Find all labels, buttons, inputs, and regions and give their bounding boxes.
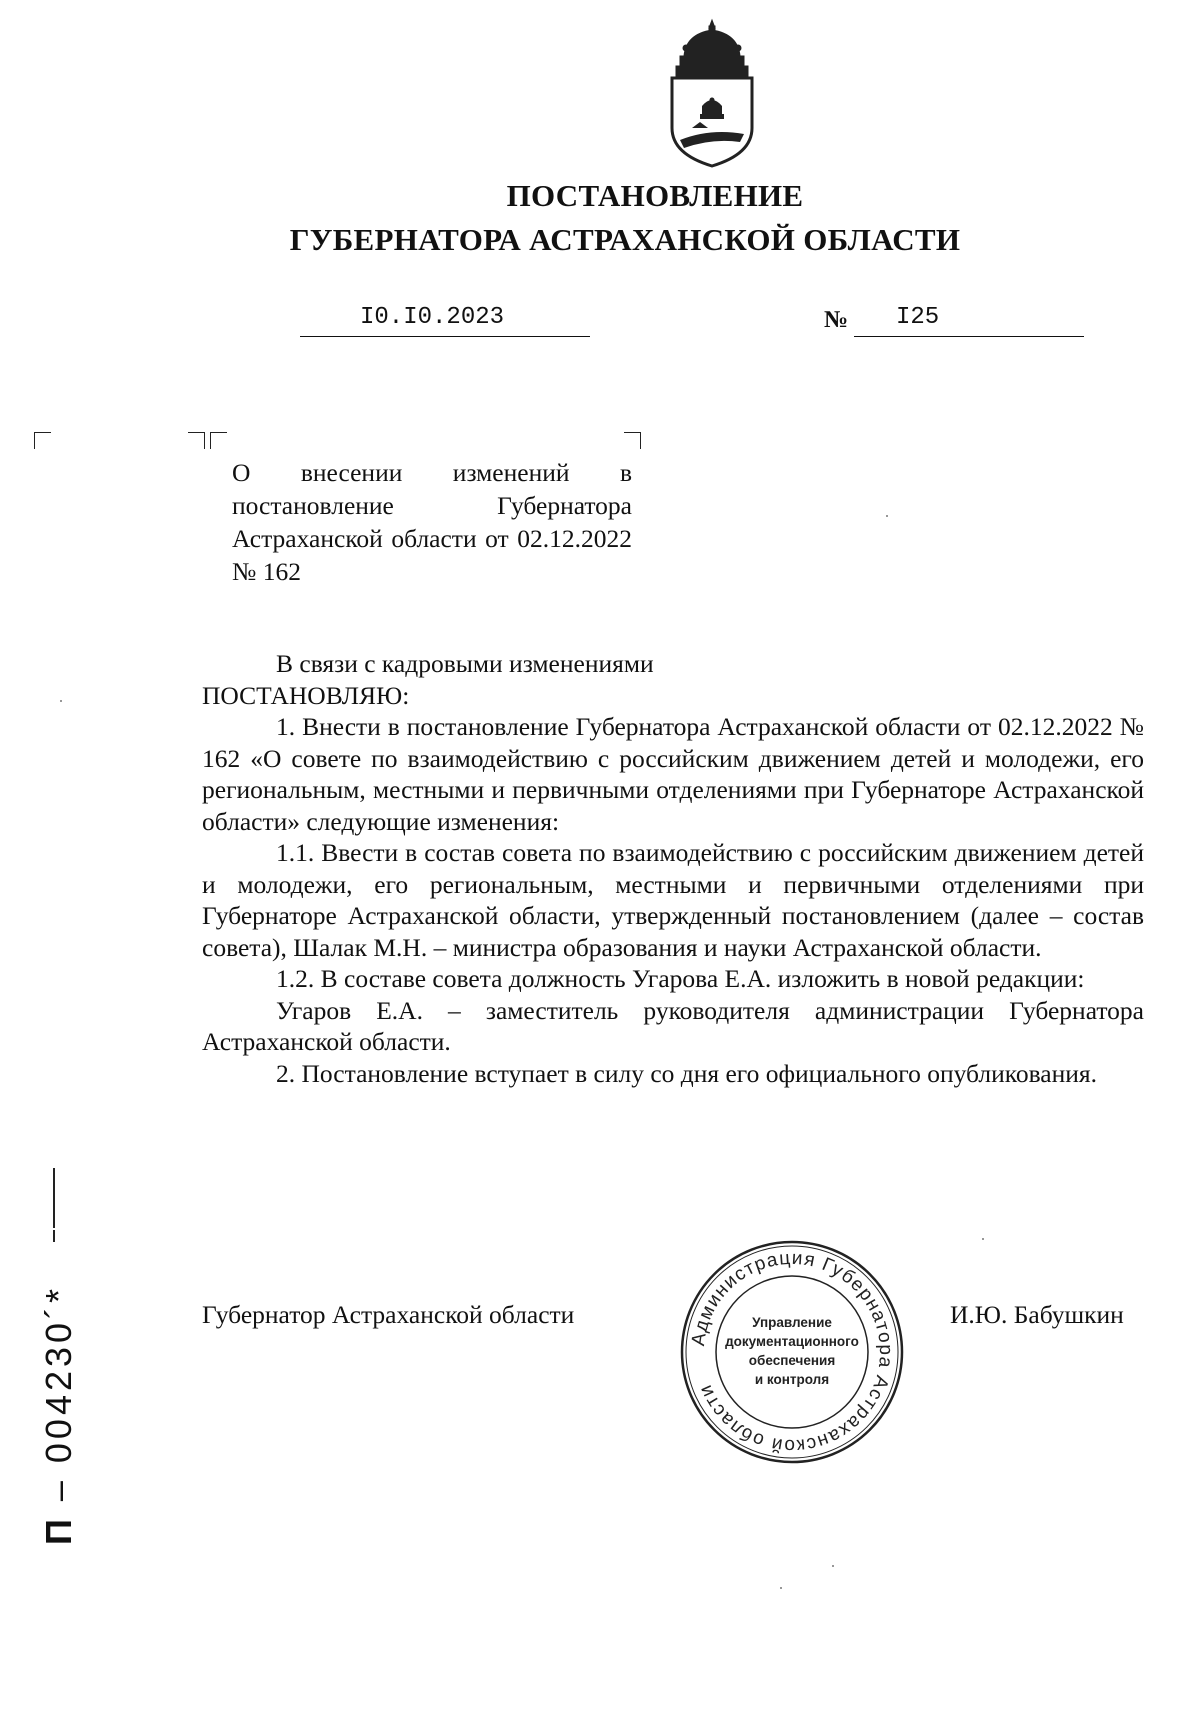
number-underline: [854, 302, 1084, 337]
scan-speck: [886, 515, 888, 517]
stamp-line-4: и контроля: [754, 1372, 830, 1387]
stamp-line-2: документационного: [725, 1334, 859, 1349]
document-body: [202, 648, 1144, 1089]
document-date: I0.I0.2023: [360, 304, 505, 331]
stamp-outer-text: Администрация Губернатора Астраханской области: [688, 1247, 897, 1457]
stamp-line-1: Управление: [752, 1315, 832, 1330]
corner-mark: [34, 432, 51, 449]
title-line-2: ГУБЕРНАТОРА АСТРАХАНСКОЙ ОБЛАСТИ: [289, 222, 961, 257]
scan-speck: [832, 1565, 834, 1567]
coat-of-arms-emblem: [662, 18, 762, 168]
paragraph-1-1: 1.1. Ввести в состав совета по взаимодействию с российским движением детей и молодежи, его региональным, местными и первичными отделениями при Губернаторе Астраханской области, утвержденный постановлением (далее – состав совета), Шалак М.Н. – министра образования и науки Астраханской области.: [202, 838, 1144, 962]
paragraph-1-2: 1.2. В составе совета должность Угарова Е.А. изложить в новой редакции:: [276, 964, 1085, 993]
corner-mark: [624, 432, 641, 449]
stamp-line-3: обеспечения: [748, 1353, 836, 1368]
corner-mark: [210, 432, 227, 449]
margin-line: [53, 1230, 55, 1242]
signatory-position: Губернатор Астраханской области: [202, 1300, 575, 1329]
decree-heading: ПОСТАНОВЛЯЮ:: [202, 680, 410, 710]
corner-mark: [188, 432, 205, 449]
number-sign: №: [824, 307, 849, 333]
registration-value: – 004230´*: [38, 1284, 79, 1502]
document-subject: О внесении изменений в постановление Губернатора Астраханской области от 02.12.2022 № 162: [232, 458, 632, 586]
registration-prefix: П: [38, 1515, 79, 1545]
title-line-1: ПОСТАНОВЛЕНИЕ: [506, 178, 804, 213]
scan-speck: [60, 700, 62, 702]
scan-speck: [982, 1238, 984, 1240]
margin-line: [53, 1168, 55, 1228]
document-number: I25: [896, 304, 940, 331]
document-title: [0, 174, 1200, 262]
paragraph-1-2-text: Угаров Е.А. – заместитель руководителя администрации Губернатора Астраханской области.: [202, 995, 1144, 1056]
preamble: В связи с кадровыми изменениями: [276, 649, 654, 678]
signatory-name: И.Ю. Бабушкин: [950, 1300, 1124, 1329]
scan-speck: [780, 1587, 782, 1589]
registration-number: [38, 1285, 80, 1545]
stamp-inner-text: [716, 1313, 868, 1389]
paragraph-2: 2. Постановление вступает в силу со дня его официального опубликования.: [276, 1058, 1097, 1088]
paragraph-1: 1. Внести в постановление Губернатора Астраханской области от 02.12.2022 № 162 «О совете по взаимодействию с российским движением детей и молодежи, его региональным, местными и первичными отделениями при Губернаторе Астраханской области» следующие изменения:: [202, 712, 1144, 836]
